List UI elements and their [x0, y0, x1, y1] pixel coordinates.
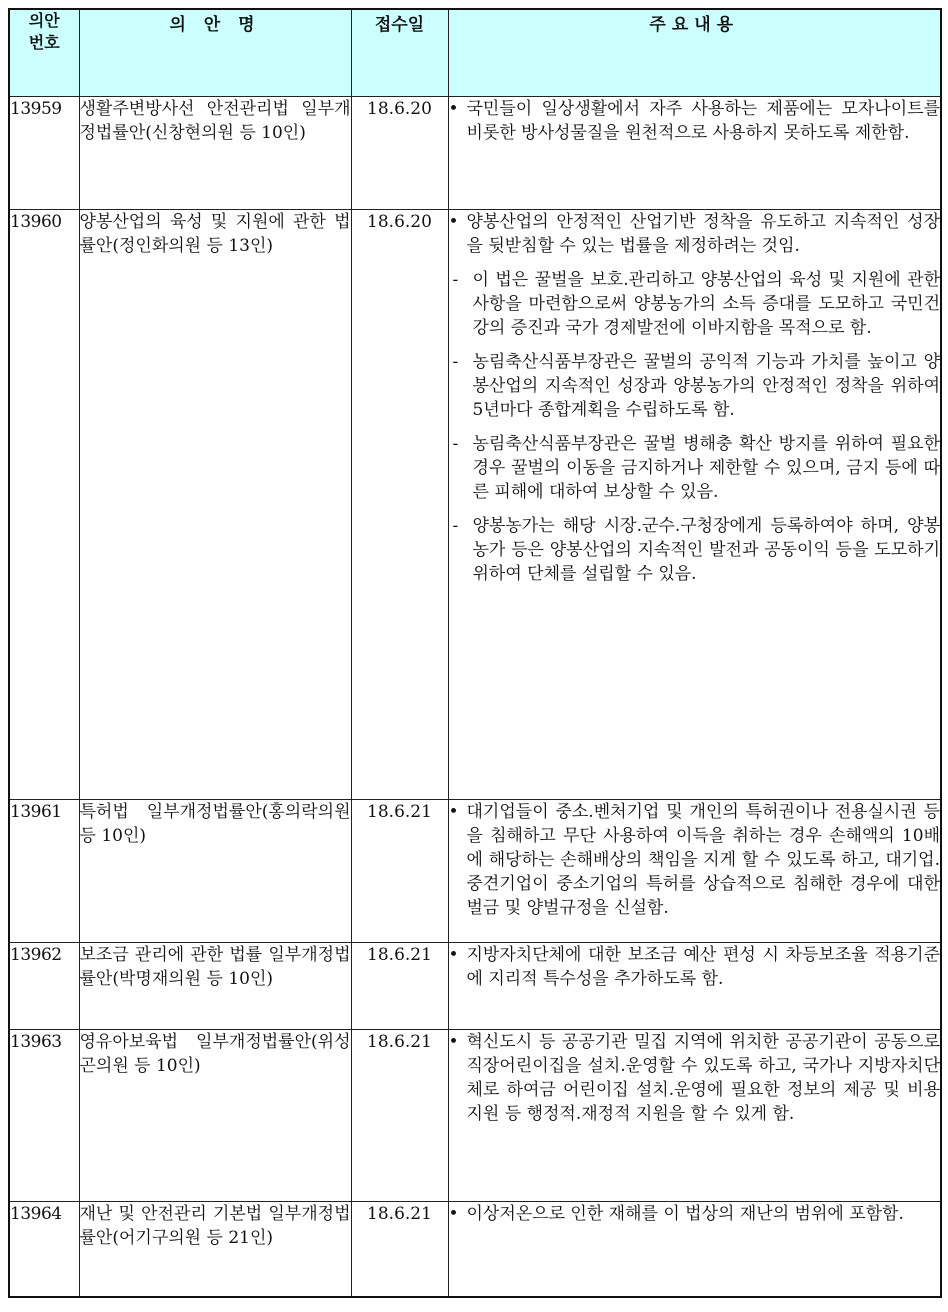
- receipt-date: 18.6.21: [351, 943, 448, 1030]
- header-bill-no: [9, 9, 79, 97]
- bill-content: [448, 97, 941, 210]
- bill-title: 재난 및 안전관리 기본법 일부개정법률안(어기구의원 등 21인): [79, 1202, 351, 1297]
- content-item: • 혁신도시 등 공공기관 밀집 지역에 위치한 공공기관이 공동으로 직장어린이집을 설치.운영할 수 있도록 하고, 국가나 지방자치단체로 하여금 어린이집 설치.운영에 필요한 정보의 제공 및 비용 지원 등 행정적.재정적 지원을 할 수 있게 함.: [448, 1032, 940, 1124]
- content-item: • 양봉산업의 안정적인 산업기반 정착을 유도하고 지속적인 성장을 뒷받침할 수 있는 법률을 제정하려는 것임.: [448, 212, 940, 256]
- receipt-date: 18.6.20: [351, 210, 448, 800]
- table-row: [9, 800, 941, 943]
- bill-content: [448, 943, 941, 1030]
- header-bill-no-line2: 번호: [28, 33, 60, 52]
- table-row: [9, 1202, 941, 1297]
- content-item: • 국민들이 일상생활에서 자주 사용하는 제품에는 모자나이트를 비롯한 방사성물질을 원천적으로 사용하지 못하도록 제한함.: [448, 99, 940, 143]
- receipt-date: 18.6.21: [351, 1030, 448, 1202]
- bill-content: [448, 1202, 941, 1297]
- bill-number: 13959: [9, 97, 79, 210]
- bill-number: 13962: [9, 943, 79, 1030]
- bill-title: 보조금 관리에 관한 법률 일부개정법률안(박명재의원 등 10인): [79, 943, 351, 1030]
- bill-content: [448, 210, 941, 800]
- bill-number: 13960: [9, 210, 79, 800]
- bill-number: 13961: [9, 800, 79, 943]
- receipt-date: 18.6.21: [351, 1202, 448, 1297]
- header-receipt-date: 접수일: [351, 9, 448, 97]
- bill-title: 영유아보육법 일부개정법률안(위성곤의원 등 10인): [79, 1030, 351, 1202]
- receipt-date: 18.6.21: [351, 800, 448, 943]
- table-row: [9, 210, 941, 800]
- table-row: [9, 943, 941, 1030]
- content-subitem: - 이 법은 꿀벌을 보호.관리하고 양봉산업의 육성 및 지원에 관한 사항을 마련함으로써 양봉농가의 소득 증대를 도모하고 국민건강의 증진과 국가 경제발전에 이바지함을 목적으로 함.: [452, 270, 940, 338]
- bill-number: 13964: [9, 1202, 79, 1297]
- table-row: [9, 1030, 941, 1202]
- bill-title: 생활주변방사선 안전관리법 일부개정법률안(신창현의원 등 10인): [79, 97, 351, 210]
- header-bill-no-line1: 의안: [28, 11, 60, 30]
- content-subitem: - 농림축산식품부장관은 꿀벌 병해충 확산 방지를 위하여 필요한 경우 꿀벌의 이동을 금지하거나 제한할 수 있으며, 금지 등에 따른 피해에 대하여 보상할 수 있음.: [452, 434, 940, 502]
- content-item: • 지방자치단체에 대한 보조금 예산 편성 시 차등보조율 적용기준에 지리적 특수성을 추가하도록 함.: [448, 945, 940, 989]
- header-main-content: 주요내용: [448, 9, 941, 97]
- content-subitem: - 양봉농가는 해당 시장.군수.구청장에게 등록하여야 하며, 양봉농가 등은 양봉산업의 지속적인 발전과 공동이익 등을 도모하기 위하여 단체를 설립할 수 있음.: [452, 516, 940, 584]
- header-row: [9, 9, 941, 97]
- content-item: • 대기업들이 중소.벤처기업 및 개인의 특허권이나 전용실시권 등을 침해하고 무단 사용하여 이득을 취하는 경우 손해액의 10배에 해당하는 손해배상의 책임을 지게 할 수 있도록 하고, 대기업.중견기업이 중소기업의 특허를 상습적으로 침해한 경우에 대한 벌금 및 양벌규정을 신설함.: [448, 802, 940, 918]
- bill-content: [448, 800, 941, 943]
- header-bill-title: 의 안 명: [79, 9, 351, 97]
- bills-table: [8, 8, 942, 1298]
- bill-title: 특허법 일부개정법률안(홍의락의원 등 10인): [79, 800, 351, 943]
- receipt-date: 18.6.20: [351, 97, 448, 210]
- table-row: [9, 97, 941, 210]
- content-subitem: - 농림축산식품부장관은 꿀벌의 공익적 기능과 가치를 높이고 양봉산업의 지속적인 성장과 양봉농가의 안정적인 정착을 위하여 5년마다 종합계획을 수립하도록 함.: [452, 352, 940, 420]
- bill-number: 13963: [9, 1030, 79, 1202]
- bill-title: 양봉산업의 육성 및 지원에 관한 법률안(정인화의원 등 13인): [79, 210, 351, 800]
- bill-content: [448, 1030, 941, 1202]
- content-item: • 이상저온으로 인한 재해를 이 법상의 재난의 범위에 포함함.: [448, 1204, 904, 1224]
